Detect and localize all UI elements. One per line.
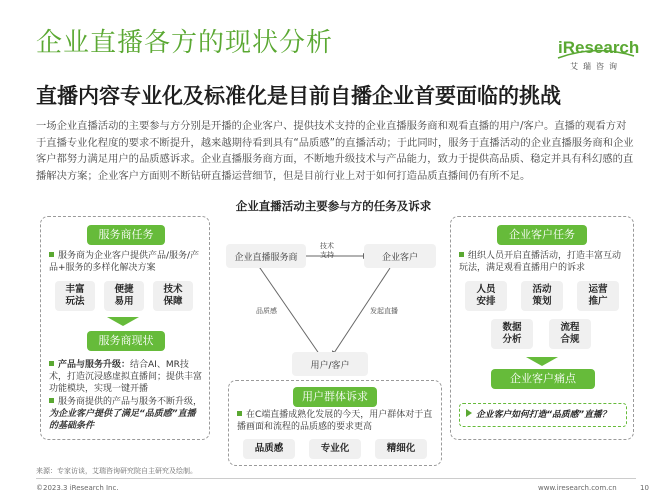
intro-paragraph: 一场企业直播活动的主要参与方分别是开播的企业客户、提供技术支持的企业直播服务商和观看直播的用户/客户。直播的观看方对于直播专业化程度的要求不断提升，越来越期待看到具有“品质感”的直播活动；于此同时，服务于直播活动的企业直播服务商和企业客户都努力满足用户的品质感诉求。企业直播服务商方面，不断地升级技术与产品能力，致力于提供高品质、稳定并具有科幻感的直播解决方案；企业客户方面则不断钻研直播运营细节，但是目前行业上对于如何打造品质直播间仍有所不足。: [36, 120, 634, 182]
tag-staffing: 人员 安排: [465, 281, 507, 311]
service-status-bullet-2: 服务商提供的产品与服务不断升级，为企业客户提供了满足“品质感”直播的基础条件: [49, 397, 203, 431]
service-task-bullet: 服务商为企业客户提供产品/服务/产品+服务的多样化解决方案: [49, 251, 200, 273]
tag-refined: 精细化: [375, 439, 427, 459]
service-status-bullet-1: 产品与服务升级：结合AI、MR技术，打造沉浸感虚拟直播间；提供丰富功能模块，实现一键开播: [49, 360, 203, 394]
bullet-icon: [49, 252, 54, 257]
tag-compliance: 流程 合规: [549, 319, 591, 349]
user-panel: [228, 380, 442, 466]
tag-professional: 专业化: [309, 439, 361, 459]
tag-data-analysis: 数据 分析: [491, 319, 533, 349]
tag-event-planning: 活动 策划: [521, 281, 563, 311]
triangle-bullet-icon: [466, 409, 472, 417]
service-status-title: 服务商现状: [87, 331, 165, 351]
client-task-bullet: 组织人员开启直播活动，打造丰富互动玩法，满足观看直播用户的诉求: [459, 251, 622, 273]
client-pain-point: 企业客户如何打造“品质感”直播？: [459, 403, 627, 427]
node-service-provider: 企业直播服务商: [226, 244, 306, 268]
bullet-icon: [459, 252, 464, 257]
user-demand-bullet: 在C端直播成熟化发展的今天，用户群体对于直播画面和流程的品质感的要求更高: [237, 410, 433, 432]
source-note: 来源：专家访谈，艾瑞咨询研究院自主研究及绘制。: [36, 467, 197, 475]
down-arrow-icon: [526, 357, 558, 366]
user-demand-title: 用户群体诉求: [293, 387, 377, 407]
website-url: www.iresearch.com.cn: [538, 484, 617, 492]
down-arrow-icon: [107, 317, 139, 326]
page-title: 企业直播各方的现状分析: [36, 28, 334, 58]
bullet-icon: [49, 361, 54, 366]
tag-promotion: 运营 推广: [577, 281, 619, 311]
label-tech-support: 技术 支持: [320, 242, 334, 259]
enterprise-client-panel: [450, 216, 634, 440]
service-task-title: 服务商任务: [87, 225, 165, 245]
diagram-title: 企业直播活动主要参与方的任务及诉求: [235, 199, 432, 213]
logo-cn: 艾瑞咨询: [570, 62, 622, 71]
label-quality: 品质感: [256, 307, 277, 315]
logo-brand: iResearch: [558, 38, 640, 57]
page-subtitle: 直播内容专业化及标准化是目前自播企业首要面临的挑战: [36, 84, 561, 108]
client-task-title: 企业客户任务: [497, 225, 587, 245]
label-start-live: 发起直播: [370, 307, 398, 315]
iresearch-logo: [556, 36, 640, 76]
tag-quality: 品质感: [243, 439, 295, 459]
node-user-client: 用户/客户: [292, 352, 368, 376]
tag-easy-to-use: 便捷 易用: [104, 281, 144, 311]
tag-tech-guarantee: 技术 保障: [153, 281, 193, 311]
service-provider-panel: [40, 216, 210, 440]
copyright: ©2023.3 iResearch Inc.: [36, 484, 119, 492]
client-pain-title: 企业客户痛点: [491, 369, 595, 389]
bullet-icon: [237, 411, 242, 416]
tag-rich-gameplay: 丰富 玩法: [55, 281, 95, 311]
footer-divider: [36, 478, 636, 479]
node-enterprise-client: 企业客户: [364, 244, 436, 268]
bullet-icon: [49, 398, 54, 403]
page-number: 10: [640, 484, 649, 492]
